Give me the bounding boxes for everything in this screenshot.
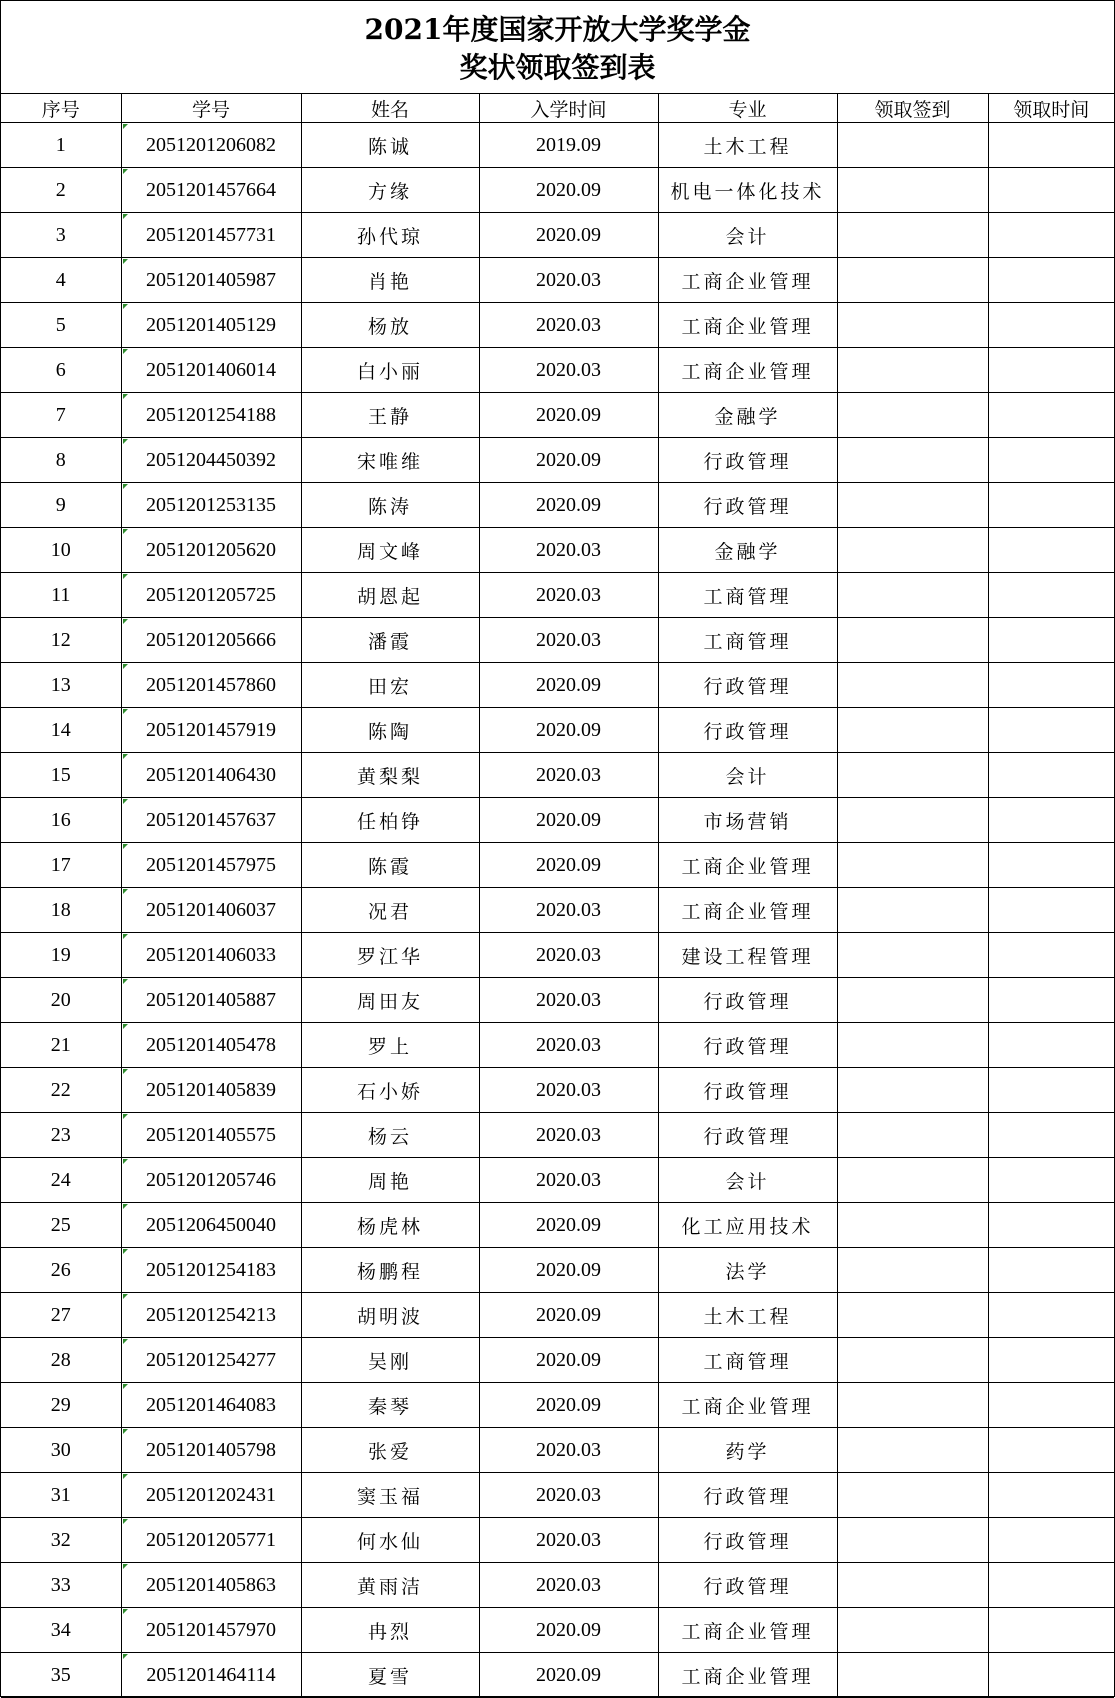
cell-collect-time <box>988 843 1114 888</box>
cell-name: 周田友 <box>301 978 479 1023</box>
cell-enroll-date: 2020.09 <box>479 483 658 528</box>
cell-student-id: 2051201202431 <box>121 1473 301 1518</box>
cell-name: 陈诚 <box>301 123 479 168</box>
cell-collect-time <box>988 798 1114 843</box>
cell-enroll-date: 2020.09 <box>479 1293 658 1338</box>
table-row <box>1 123 1114 168</box>
cell-enroll-date: 2020.09 <box>479 438 658 483</box>
cell-name: 黄雨洁 <box>301 1563 479 1608</box>
cell-student-id: 2051201405987 <box>121 258 301 303</box>
table-row <box>1 1203 1114 1248</box>
cell-major: 金融学 <box>658 393 837 438</box>
cell-student-id: 2051201405798 <box>121 1428 301 1473</box>
cell-major: 市场营销 <box>658 798 837 843</box>
cell-signature <box>837 168 988 213</box>
cell-no: 8 <box>1 438 121 483</box>
cell-major: 行政管理 <box>658 663 837 708</box>
cell-collect-time <box>988 753 1114 798</box>
cell-no: 17 <box>1 843 121 888</box>
cell-collect-time <box>988 258 1114 303</box>
cell-student-id: 2051201457731 <box>121 213 301 258</box>
cell-name: 秦琴 <box>301 1383 479 1428</box>
table-row <box>1 1653 1114 1698</box>
cell-major: 工商管理 <box>658 573 837 618</box>
cell-collect-time <box>988 213 1114 258</box>
cell-name: 杨鹏程 <box>301 1248 479 1293</box>
cell-enroll-date: 2020.03 <box>479 1563 658 1608</box>
table-row <box>1 843 1114 888</box>
table-row <box>1 1428 1114 1473</box>
cell-name: 陈涛 <box>301 483 479 528</box>
cell-student-id: 2051201457975 <box>121 843 301 888</box>
cell-major: 会计 <box>658 213 837 258</box>
cell-no: 2 <box>1 168 121 213</box>
cell-no: 9 <box>1 483 121 528</box>
table-row <box>1 1473 1114 1518</box>
cell-student-id: 2051201405129 <box>121 303 301 348</box>
cell-collect-time <box>988 348 1114 393</box>
cell-no: 3 <box>1 213 121 258</box>
table-row <box>1 1248 1114 1293</box>
cell-major: 工商企业管理 <box>658 348 837 393</box>
cell-enroll-date: 2020.09 <box>479 1653 658 1698</box>
cell-signature <box>837 933 988 978</box>
cell-enroll-date: 2020.03 <box>479 933 658 978</box>
cell-enroll-date: 2020.03 <box>479 528 658 573</box>
cell-enroll-date: 2020.03 <box>479 1518 658 1563</box>
cell-no: 33 <box>1 1563 121 1608</box>
table-row <box>1 798 1114 843</box>
cell-no: 30 <box>1 1428 121 1473</box>
cell-enroll-date: 2020.09 <box>479 393 658 438</box>
cell-major: 机电一体化技术 <box>658 168 837 213</box>
cell-collect-time <box>988 933 1114 978</box>
cell-no: 13 <box>1 663 121 708</box>
cell-enroll-date: 2020.03 <box>479 888 658 933</box>
cell-signature <box>837 1203 988 1248</box>
cell-enroll-date: 2020.09 <box>479 798 658 843</box>
cell-major: 工商企业管理 <box>658 1383 837 1428</box>
cell-name: 吴刚 <box>301 1338 479 1383</box>
cell-collect-time <box>988 483 1114 528</box>
cell-no: 25 <box>1 1203 121 1248</box>
cell-student-id: 2051201205746 <box>121 1158 301 1203</box>
cell-major: 行政管理 <box>658 483 837 528</box>
cell-major: 药学 <box>658 1428 837 1473</box>
cell-enroll-date: 2020.09 <box>479 843 658 888</box>
cell-name: 张爱 <box>301 1428 479 1473</box>
cell-signature <box>837 1023 988 1068</box>
cell-signature <box>837 303 988 348</box>
cell-name: 何水仙 <box>301 1518 479 1563</box>
cell-no: 5 <box>1 303 121 348</box>
cell-enroll-date: 2020.03 <box>479 618 658 663</box>
cell-student-id: 2051201254277 <box>121 1338 301 1383</box>
cell-name: 周艳 <box>301 1158 479 1203</box>
cell-enroll-date: 2020.03 <box>479 1473 658 1518</box>
cell-student-id: 2051201254183 <box>121 1248 301 1293</box>
cell-student-id: 2051201254213 <box>121 1293 301 1338</box>
cell-name: 罗上 <box>301 1023 479 1068</box>
cell-no: 26 <box>1 1248 121 1293</box>
cell-name: 石小娇 <box>301 1068 479 1113</box>
cell-enroll-date: 2020.09 <box>479 168 658 213</box>
cell-student-id: 2051201406037 <box>121 888 301 933</box>
cell-collect-time <box>988 1563 1114 1608</box>
cell-signature <box>837 1383 988 1428</box>
cell-enroll-date: 2020.03 <box>479 1023 658 1068</box>
cell-name: 胡恩起 <box>301 573 479 618</box>
cell-no: 12 <box>1 618 121 663</box>
cell-signature <box>837 1113 988 1158</box>
table-row <box>1 213 1114 258</box>
table-row <box>1 1518 1114 1563</box>
cell-enroll-date: 2020.09 <box>479 708 658 753</box>
cell-major: 行政管理 <box>658 1518 837 1563</box>
cell-student-id: 2051201406033 <box>121 933 301 978</box>
cell-enroll-date: 2020.09 <box>479 663 658 708</box>
cell-collect-time <box>988 1338 1114 1383</box>
cell-enroll-date: 2020.03 <box>479 1428 658 1473</box>
cell-collect-time <box>988 888 1114 933</box>
column-header-major: 专业 <box>658 94 837 123</box>
cell-no: 11 <box>1 573 121 618</box>
cell-no: 7 <box>1 393 121 438</box>
cell-major: 工商企业管理 <box>658 888 837 933</box>
cell-major: 行政管理 <box>658 978 837 1023</box>
table-row <box>1 1068 1114 1113</box>
cell-signature <box>837 1248 988 1293</box>
cell-name: 冉烈 <box>301 1608 479 1653</box>
cell-collect-time <box>988 1113 1114 1158</box>
cell-no: 28 <box>1 1338 121 1383</box>
cell-signature <box>837 753 988 798</box>
table-row <box>1 888 1114 933</box>
cell-collect-time <box>988 393 1114 438</box>
cell-no: 18 <box>1 888 121 933</box>
title-line-1: 2021年度国家开放大学奖学金 <box>364 13 751 46</box>
table-row <box>1 978 1114 1023</box>
cell-no: 21 <box>1 1023 121 1068</box>
cell-major: 行政管理 <box>658 1113 837 1158</box>
cell-signature <box>837 978 988 1023</box>
table-row <box>1 1563 1114 1608</box>
cell-student-id: 2051201405575 <box>121 1113 301 1158</box>
cell-collect-time <box>988 528 1114 573</box>
cell-signature <box>837 1338 988 1383</box>
cell-name: 黄梨梨 <box>301 753 479 798</box>
cell-signature <box>837 1653 988 1698</box>
cell-student-id: 2051201206082 <box>121 123 301 168</box>
cell-collect-time <box>988 573 1114 618</box>
cell-enroll-date: 2020.03 <box>479 348 658 393</box>
cell-no: 10 <box>1 528 121 573</box>
cell-signature <box>837 1068 988 1113</box>
cell-signature <box>837 663 988 708</box>
cell-major: 建设工程管理 <box>658 933 837 978</box>
cell-signature <box>837 393 988 438</box>
cell-no: 1 <box>1 123 121 168</box>
cell-signature <box>837 843 988 888</box>
cell-student-id: 2051201205620 <box>121 528 301 573</box>
cell-student-id: 2051201205725 <box>121 573 301 618</box>
cell-collect-time <box>988 1518 1114 1563</box>
cell-no: 16 <box>1 798 121 843</box>
cell-signature <box>837 348 988 393</box>
cell-enroll-date: 2020.09 <box>479 1248 658 1293</box>
cell-enroll-date: 2020.09 <box>479 1608 658 1653</box>
table-body <box>1 123 1114 1698</box>
table-row <box>1 1158 1114 1203</box>
table-row <box>1 393 1114 438</box>
cell-name: 罗江华 <box>301 933 479 978</box>
cell-signature <box>837 798 988 843</box>
cell-no: 20 <box>1 978 121 1023</box>
cell-collect-time <box>988 303 1114 348</box>
table-row <box>1 1383 1114 1428</box>
cell-name: 况君 <box>301 888 479 933</box>
table-row <box>1 933 1114 978</box>
cell-no: 34 <box>1 1608 121 1653</box>
cell-student-id: 2051201457664 <box>121 168 301 213</box>
cell-no: 29 <box>1 1383 121 1428</box>
cell-name: 陈陶 <box>301 708 479 753</box>
cell-signature <box>837 573 988 618</box>
cell-name: 白小丽 <box>301 348 479 393</box>
cell-no: 31 <box>1 1473 121 1518</box>
column-header-enroll-date: 入学时间 <box>479 94 658 123</box>
cell-name: 肖艳 <box>301 258 479 303</box>
cell-signature <box>837 1563 988 1608</box>
cell-no: 24 <box>1 1158 121 1203</box>
cell-enroll-date: 2020.03 <box>479 1158 658 1203</box>
table-row <box>1 573 1114 618</box>
cell-major: 土木工程 <box>658 1293 837 1338</box>
cell-student-id: 2051201405839 <box>121 1068 301 1113</box>
cell-major: 工商企业管理 <box>658 303 837 348</box>
cell-student-id: 2051201253135 <box>121 483 301 528</box>
cell-enroll-date: 2020.09 <box>479 1383 658 1428</box>
table-row <box>1 1023 1114 1068</box>
cell-student-id: 2051201406430 <box>121 753 301 798</box>
cell-enroll-date: 2020.03 <box>479 1113 658 1158</box>
cell-collect-time <box>988 1023 1114 1068</box>
cell-enroll-date: 2020.03 <box>479 753 658 798</box>
cell-signature <box>837 618 988 663</box>
column-header-student-id: 学号 <box>121 94 301 123</box>
cell-name: 任柏铮 <box>301 798 479 843</box>
cell-major: 行政管理 <box>658 1563 837 1608</box>
cell-collect-time <box>988 168 1114 213</box>
cell-student-id: 2051204450392 <box>121 438 301 483</box>
cell-name: 田宏 <box>301 663 479 708</box>
table-row <box>1 1293 1114 1338</box>
cell-collect-time <box>988 438 1114 483</box>
table-row <box>1 303 1114 348</box>
cell-student-id: 2051206450040 <box>121 1203 301 1248</box>
cell-student-id: 2051201205666 <box>121 618 301 663</box>
cell-enroll-date: 2020.03 <box>479 1068 658 1113</box>
cell-signature <box>837 1518 988 1563</box>
table-row <box>1 708 1114 753</box>
cell-enroll-date: 2020.03 <box>479 303 658 348</box>
table-row <box>1 663 1114 708</box>
cell-collect-time <box>988 1248 1114 1293</box>
column-header-name: 姓名 <box>301 94 479 123</box>
cell-major: 行政管理 <box>658 1473 837 1518</box>
cell-name: 王静 <box>301 393 479 438</box>
table-row <box>1 1113 1114 1158</box>
document-title <box>1 1 1114 93</box>
cell-student-id: 2051201406014 <box>121 348 301 393</box>
cell-collect-time <box>988 1068 1114 1113</box>
cell-major: 工商管理 <box>658 618 837 663</box>
cell-name: 孙代琼 <box>301 213 479 258</box>
header-row <box>1 94 1114 123</box>
cell-student-id: 2051201405863 <box>121 1563 301 1608</box>
cell-signature <box>837 483 988 528</box>
cell-signature <box>837 888 988 933</box>
cell-collect-time <box>988 1653 1114 1698</box>
cell-signature <box>837 528 988 573</box>
cell-signature <box>837 213 988 258</box>
cell-name: 杨云 <box>301 1113 479 1158</box>
cell-name: 潘霞 <box>301 618 479 663</box>
cell-no: 14 <box>1 708 121 753</box>
cell-major: 土木工程 <box>658 123 837 168</box>
title-line-2: 奖状领取签到表 <box>459 51 656 84</box>
cell-signature <box>837 438 988 483</box>
cell-no: 6 <box>1 348 121 393</box>
cell-signature <box>837 1158 988 1203</box>
cell-no: 4 <box>1 258 121 303</box>
cell-major: 工商企业管理 <box>658 258 837 303</box>
table-row <box>1 618 1114 663</box>
cell-no: 27 <box>1 1293 121 1338</box>
cell-no: 19 <box>1 933 121 978</box>
cell-collect-time <box>988 1383 1114 1428</box>
cell-no: 22 <box>1 1068 121 1113</box>
cell-student-id: 2051201464114 <box>121 1653 301 1698</box>
cell-name: 方缘 <box>301 168 479 213</box>
cell-student-id: 2051201457919 <box>121 708 301 753</box>
cell-name: 杨放 <box>301 303 479 348</box>
cell-major: 行政管理 <box>658 1023 837 1068</box>
cell-enroll-date: 2020.03 <box>479 258 658 303</box>
column-header-signature: 领取签到 <box>837 94 988 123</box>
cell-collect-time <box>988 663 1114 708</box>
cell-no: 23 <box>1 1113 121 1158</box>
cell-collect-time <box>988 708 1114 753</box>
cell-collect-time <box>988 1203 1114 1248</box>
cell-major: 工商企业管理 <box>658 843 837 888</box>
cell-collect-time <box>988 123 1114 168</box>
cell-name: 周文峰 <box>301 528 479 573</box>
cell-name: 杨虎林 <box>301 1203 479 1248</box>
cell-student-id: 2051201205771 <box>121 1518 301 1563</box>
cell-collect-time <box>988 978 1114 1023</box>
cell-student-id: 2051201405887 <box>121 978 301 1023</box>
table-row <box>1 483 1114 528</box>
cell-student-id: 2051201254188 <box>121 393 301 438</box>
cell-collect-time <box>988 1428 1114 1473</box>
cell-signature <box>837 1473 988 1518</box>
cell-major: 法学 <box>658 1248 837 1293</box>
cell-major: 行政管理 <box>658 438 837 483</box>
cell-major: 工商企业管理 <box>658 1608 837 1653</box>
cell-student-id: 2051201464083 <box>121 1383 301 1428</box>
cell-enroll-date: 2020.03 <box>479 978 658 1023</box>
cell-student-id: 2051201457970 <box>121 1608 301 1653</box>
table-row <box>1 168 1114 213</box>
cell-signature <box>837 258 988 303</box>
cell-signature <box>837 1293 988 1338</box>
table-row <box>1 438 1114 483</box>
cell-major: 行政管理 <box>658 1068 837 1113</box>
cell-collect-time <box>988 1608 1114 1653</box>
signin-table <box>1 93 1114 1698</box>
cell-signature <box>837 123 988 168</box>
cell-signature <box>837 708 988 753</box>
cell-enroll-date: 2020.09 <box>479 1338 658 1383</box>
cell-major: 金融学 <box>658 528 837 573</box>
cell-name: 夏雪 <box>301 1653 479 1698</box>
cell-no: 15 <box>1 753 121 798</box>
table-row <box>1 258 1114 303</box>
cell-name: 宋唯维 <box>301 438 479 483</box>
cell-enroll-date: 2020.03 <box>479 573 658 618</box>
cell-name: 窦玉福 <box>301 1473 479 1518</box>
cell-major: 会计 <box>658 753 837 798</box>
table-row <box>1 348 1114 393</box>
cell-no: 35 <box>1 1653 121 1698</box>
cell-major: 化工应用技术 <box>658 1203 837 1248</box>
cell-collect-time <box>988 618 1114 663</box>
cell-no: 32 <box>1 1518 121 1563</box>
cell-student-id: 2051201405478 <box>121 1023 301 1068</box>
cell-signature <box>837 1608 988 1653</box>
table-row <box>1 1338 1114 1383</box>
cell-name: 胡明波 <box>301 1293 479 1338</box>
cell-collect-time <box>988 1158 1114 1203</box>
cell-enroll-date: 2020.09 <box>479 213 658 258</box>
cell-enroll-date: 2019.09 <box>479 123 658 168</box>
cell-enroll-date: 2020.09 <box>479 1203 658 1248</box>
cell-student-id: 2051201457637 <box>121 798 301 843</box>
table-row <box>1 1608 1114 1653</box>
cell-major: 会计 <box>658 1158 837 1203</box>
table-row <box>1 528 1114 573</box>
cell-signature <box>837 1428 988 1473</box>
cell-name: 陈霞 <box>301 843 479 888</box>
cell-collect-time <box>988 1293 1114 1338</box>
cell-major: 工商企业管理 <box>658 1653 837 1698</box>
cell-major: 行政管理 <box>658 708 837 753</box>
column-header-collect-time: 领取时间 <box>988 94 1114 123</box>
cell-collect-time <box>988 1473 1114 1518</box>
table-row <box>1 753 1114 798</box>
column-header-no: 序号 <box>1 94 121 123</box>
cell-student-id: 2051201457860 <box>121 663 301 708</box>
cell-major: 工商管理 <box>658 1338 837 1383</box>
